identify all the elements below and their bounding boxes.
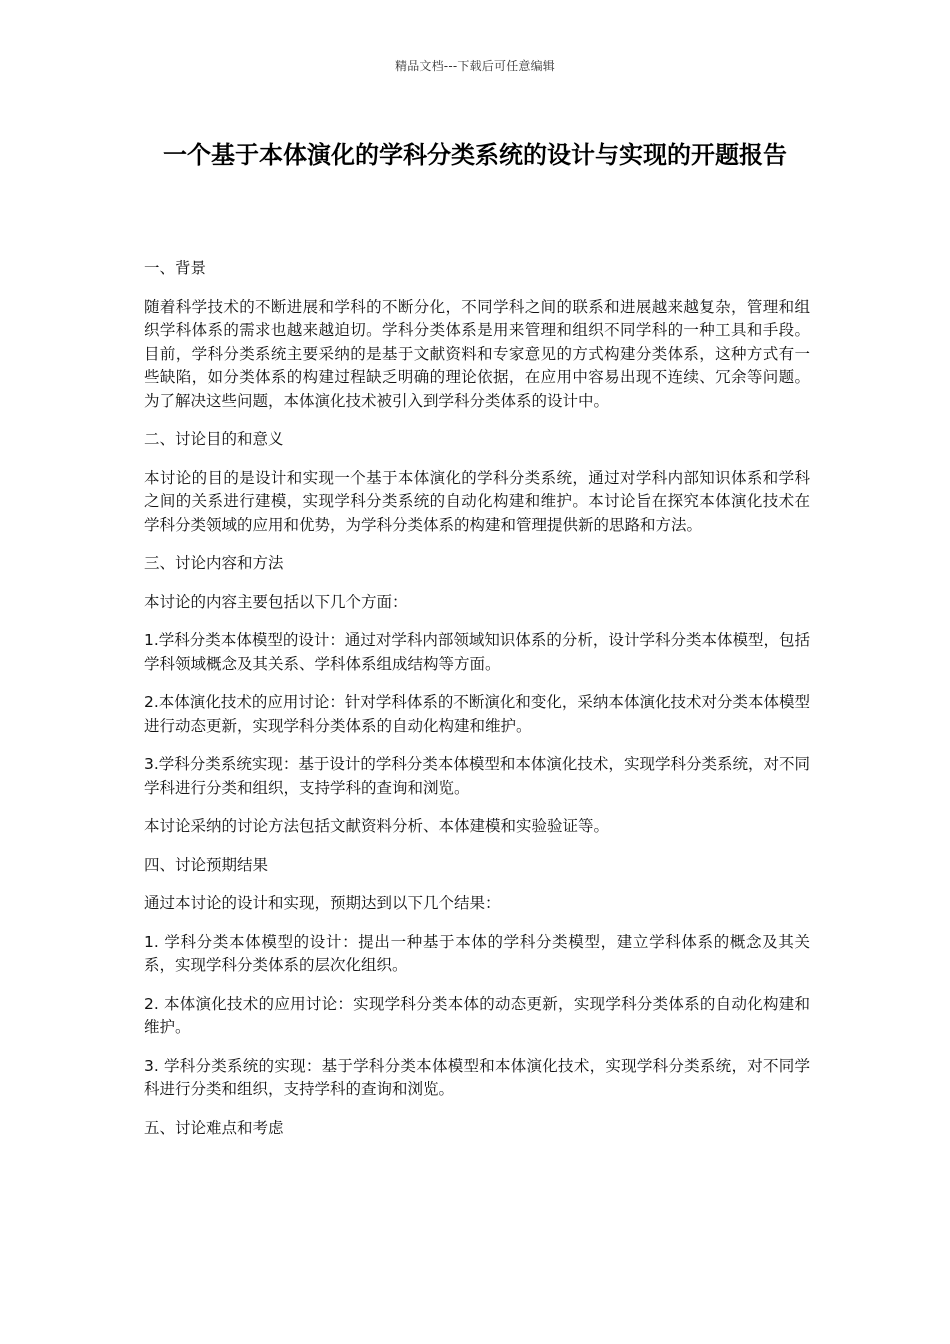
background-paragraph: 随着科学技术的不断进展和学科的不断分化，不同学科之间的联系和进展越来越复杂，管理和组织学科体系的需求也越来越迫切。学科分类体系是用来管理和组织不同学科的一种工具和手段。目前，学科分类系统主要采纳的是基于文献资料和专家意见的方式构建分类体系，这种方式有一些缺陷，如分类体系的构建过程缺乏明确的理论依据，在应用中容易出现不连续、冗余等问题。为了解决这些问题，本体演化技术被引入到学科分类体系的设计中。 — [144, 297, 810, 410]
results-item: 2. 本体演化技术的应用讨论：实现学科分类本体的动态更新，实现学科分类体系的自动化构建和维护。 — [144, 994, 810, 1036]
content-item: 1.学科分类本体模型的设计：通过对学科内部领域知识体系的分析，设计学科分类本体模型，包括学科领域概念及其关系、学科体系组成结构等方面。 — [144, 631, 810, 673]
content-intro: 本讨论的内容主要包括以下几个方面： — [144, 592, 408, 611]
document-title: 一个基于本体演化的学科分类系统的设计与实现的开题报告 — [163, 141, 787, 169]
document-body — [144, 257, 810, 1155]
section-heading-content: 三、讨论内容和方法 — [144, 554, 284, 572]
results-item: 3. 学科分类系统的实现：基于学科分类本体模型和本体演化技术，实现学科分类系统，对不同学科进行分类和组织，支持学科的查询和浏览。 — [144, 1056, 810, 1098]
section-heading-purpose: 二、讨论目的和意义 — [144, 430, 284, 448]
results-item: 1. 学科分类本体模型的设计：提出一种基于本体的学科分类模型，建立学科体系的概念及其关系，实现学科分类体系的层次化组织。 — [144, 932, 810, 974]
section-heading-background: 一、背景 — [144, 259, 207, 277]
section-heading-difficulties: 五、讨论难点和考虑 — [144, 1118, 284, 1137]
section-heading-results: 四、讨论预期结果 — [144, 855, 269, 874]
results-intro: 通过本讨论的设计和实现，预期达到以下几个结果： — [144, 894, 501, 912]
content-item: 2.本体演化技术的应用讨论：针对学科体系的不断演化和变化，采纳本体演化技术对分类本体模型进行动态更新，实现学科分类体系的自动化构建和维护。 — [144, 693, 810, 735]
header-note: 精品文档---下载后可任意编辑 — [395, 59, 555, 73]
purpose-paragraph: 本讨论的目的是设计和实现一个基于本体演化的学科分类系统，通过对学科内部知识体系和学科之间的关系进行建模，实现学科分类系统的自动化构建和维护。本讨论旨在探究本体演化技术在学科分类领域的应用和优势，为学科分类体系的构建和管理提供新的思路和方法。 — [144, 468, 810, 534]
content-methods: 本讨论采纳的讨论方法包括文献资料分析、本体建模和实验验证等。 — [144, 817, 610, 835]
content-item: 3.学科分类系统实现：基于设计的学科分类本体模型和本体演化技术，实现学科分类系统，对不同学科进行分类和组织，支持学科的查询和浏览。 — [144, 755, 810, 797]
